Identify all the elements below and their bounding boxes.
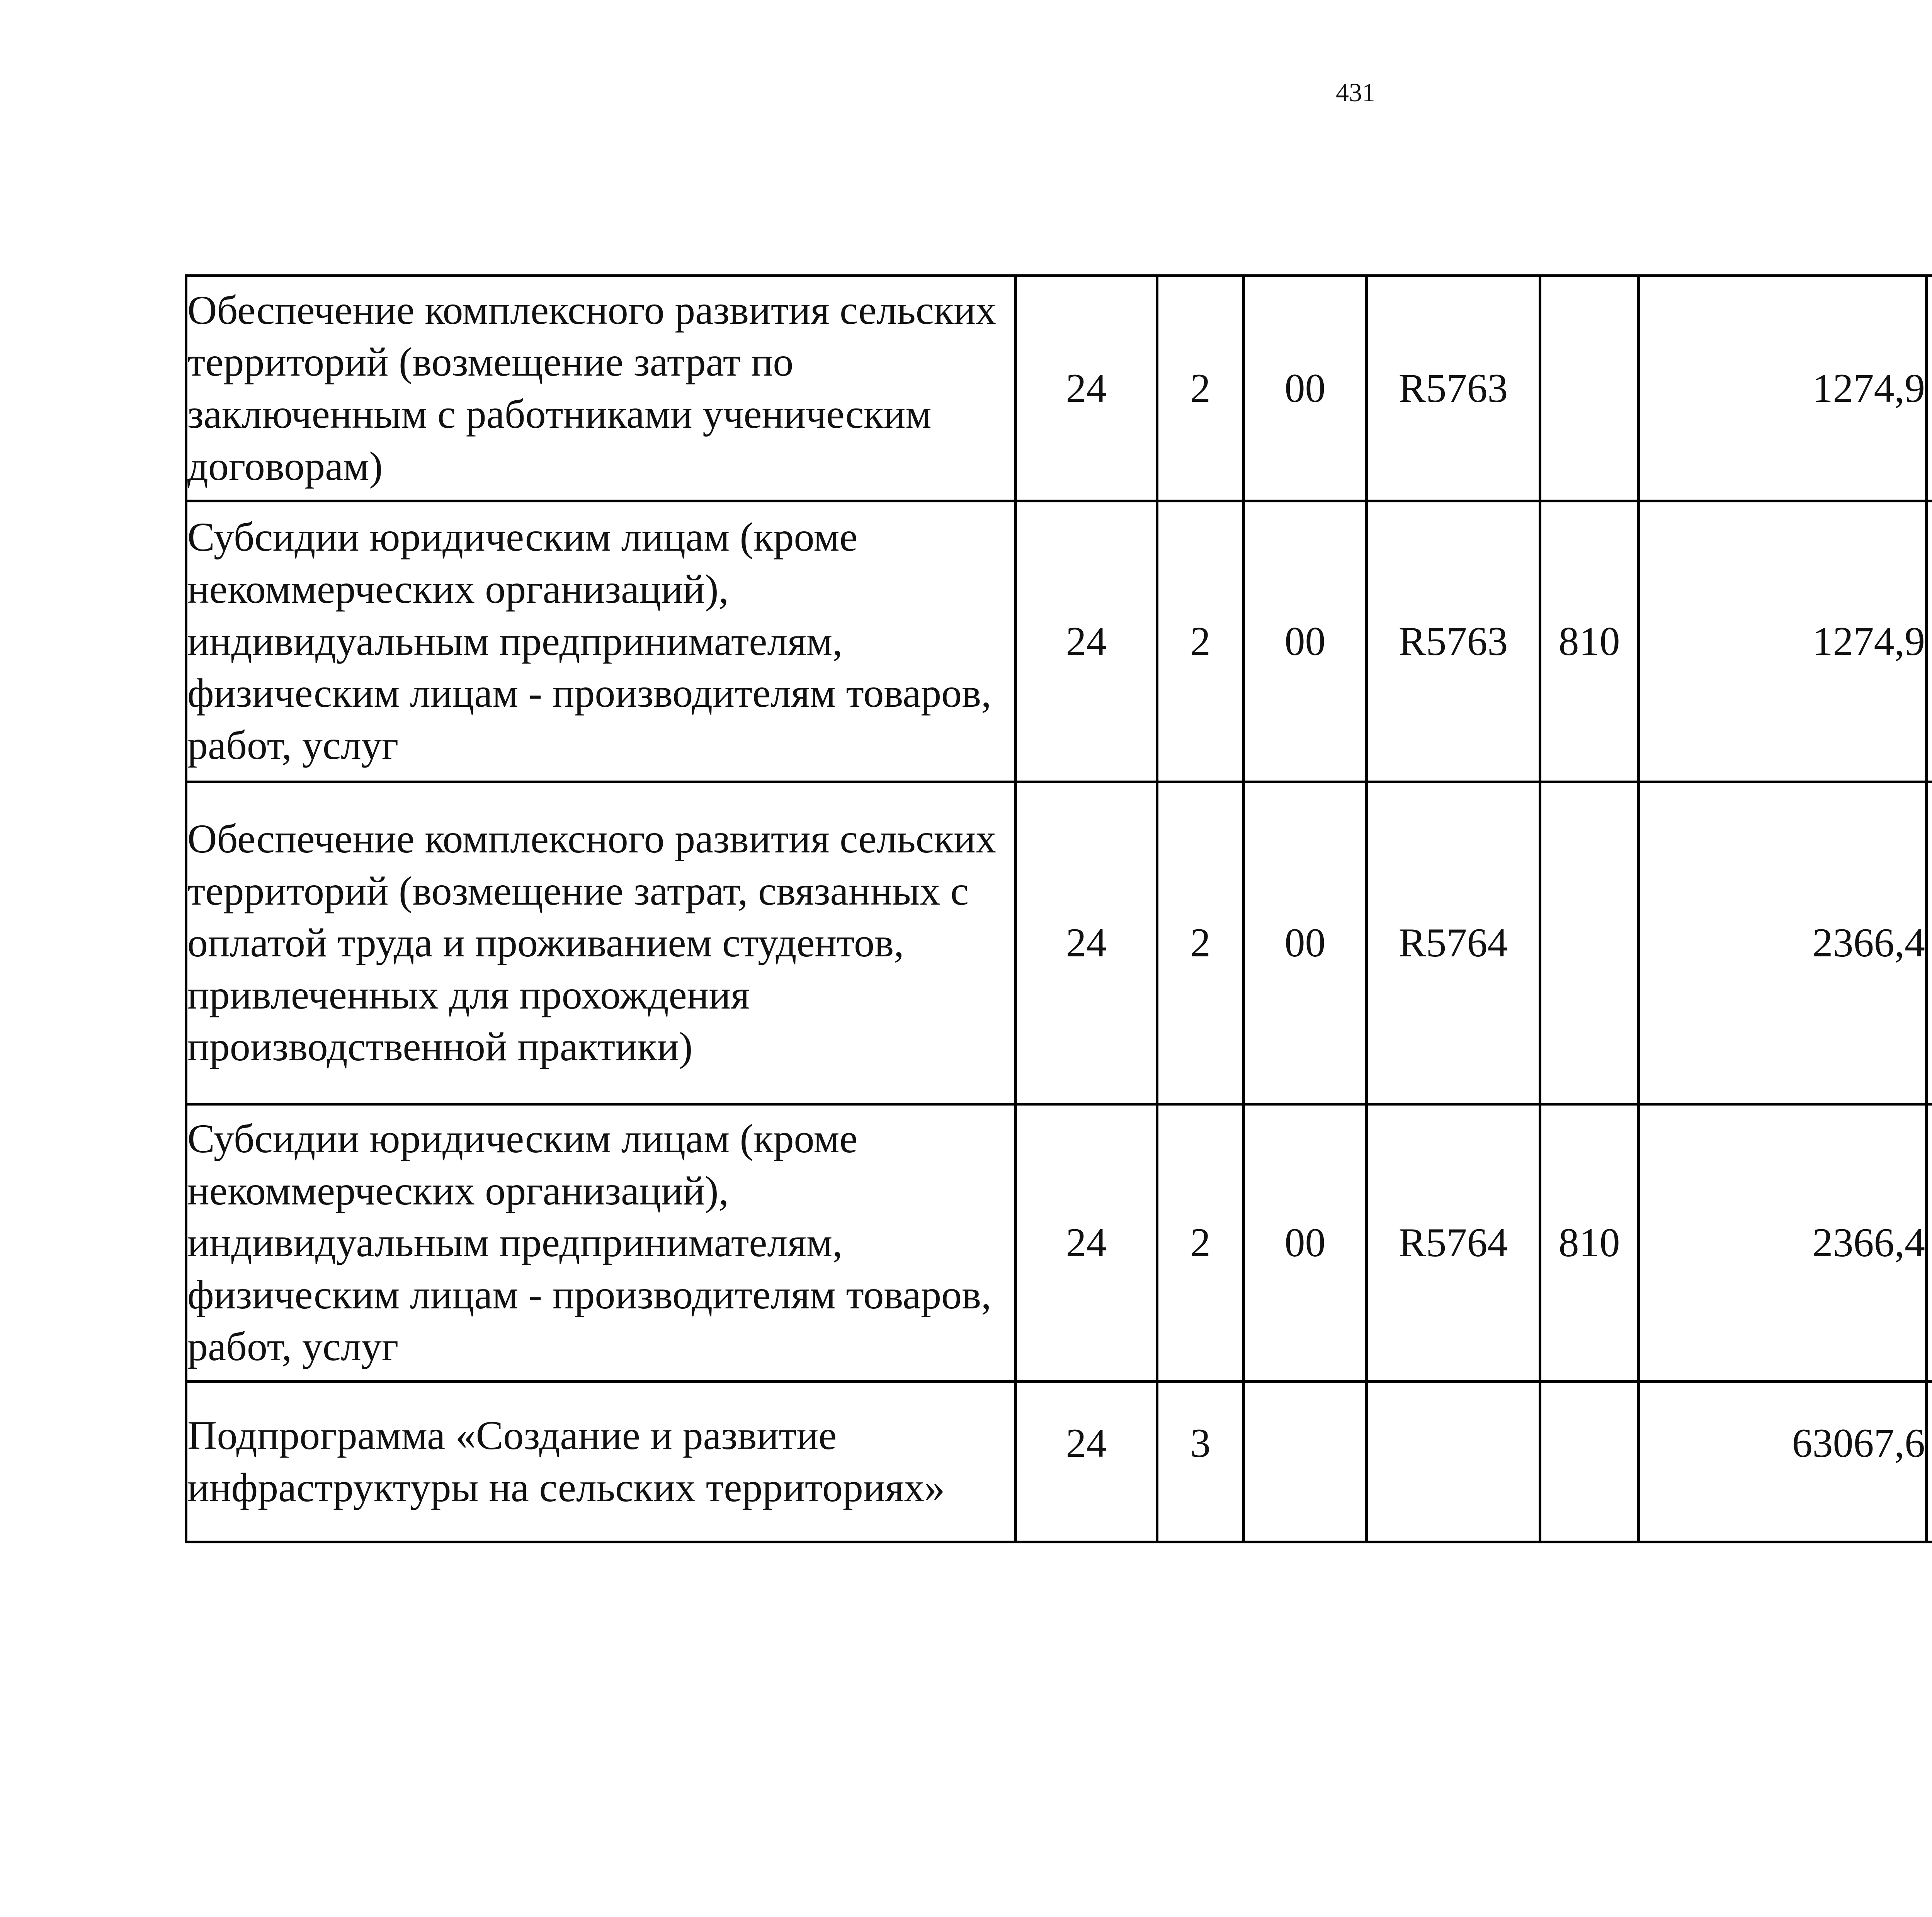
code-cell: 2	[1157, 782, 1244, 1104]
code-cell: 3	[1157, 1382, 1244, 1542]
code-cell: 24	[1016, 782, 1157, 1104]
code-cell	[1244, 1382, 1367, 1542]
code-cell: 24	[1016, 1382, 1157, 1542]
row-description: Субсидии юридическим лицам (кроме некоммерческих организаций), индивидуальным предпринимателям, физическим лицам - производителям товаров, работ, услуг	[186, 501, 1016, 782]
table-row	[186, 1382, 1932, 1542]
code-cell	[1367, 1382, 1540, 1542]
code-cell: 810	[1540, 1104, 1639, 1382]
code-cell: 24	[1016, 276, 1157, 501]
code-cell: 00	[1244, 276, 1367, 501]
code-cell	[1540, 782, 1639, 1104]
amount-cell	[1927, 1104, 1932, 1382]
code-cell: 2	[1157, 276, 1244, 501]
budget-table	[185, 274, 1932, 1543]
code-cell: 24	[1016, 1104, 1157, 1382]
code-cell: R5763	[1367, 501, 1540, 782]
code-cell: 00	[1244, 782, 1367, 1104]
code-cell: R5764	[1367, 1104, 1540, 1382]
code-cell: 00	[1244, 1104, 1367, 1382]
amount-cell: 2366,4	[1639, 1104, 1927, 1382]
code-cell: 24	[1016, 501, 1157, 782]
code-cell: R5763	[1367, 276, 1540, 501]
code-cell: R5764	[1367, 782, 1540, 1104]
row-description: Субсидии юридическим лицам (кроме некоммерческих организаций), индивидуальным предпринимателям, физическим лицам - производителям товаров, работ, услуг	[186, 1104, 1016, 1382]
amount-cell	[1927, 782, 1932, 1104]
amount-cell: 1274,9	[1639, 501, 1927, 782]
table-row	[186, 782, 1932, 1104]
table-row	[186, 276, 1932, 501]
page-number: 431	[1336, 78, 1375, 107]
code-cell: 2	[1157, 501, 1244, 782]
amount-cell: 2366,4	[1639, 782, 1927, 1104]
amount-cell: 63067,6	[1639, 1382, 1927, 1542]
code-cell: 00	[1244, 501, 1367, 782]
code-cell: 810	[1540, 501, 1639, 782]
table-row	[186, 501, 1932, 782]
code-cell: 2	[1157, 1104, 1244, 1382]
amount-cell	[1927, 501, 1932, 782]
row-description: Подпрограмма «Создание и развитие инфраструктуры на сельских территориях»	[186, 1382, 1016, 1542]
table-row	[186, 1104, 1932, 1382]
code-cell	[1540, 1382, 1639, 1542]
amount-cell: 1274,9	[1639, 276, 1927, 501]
row-description: Обеспечение комплексного развития сельских территорий (возмещение затрат, связанных с оплатой труда и проживанием студентов, привлеченных для прохождения производственной практики)	[186, 782, 1016, 1104]
amount-cell	[1927, 1382, 1932, 1542]
row-description: Обеспечение комплексного развития сельских территорий (возмещение затрат по заключенным с работниками ученическим договорам)	[186, 276, 1016, 501]
code-cell	[1540, 276, 1639, 501]
amount-cell	[1927, 276, 1932, 501]
